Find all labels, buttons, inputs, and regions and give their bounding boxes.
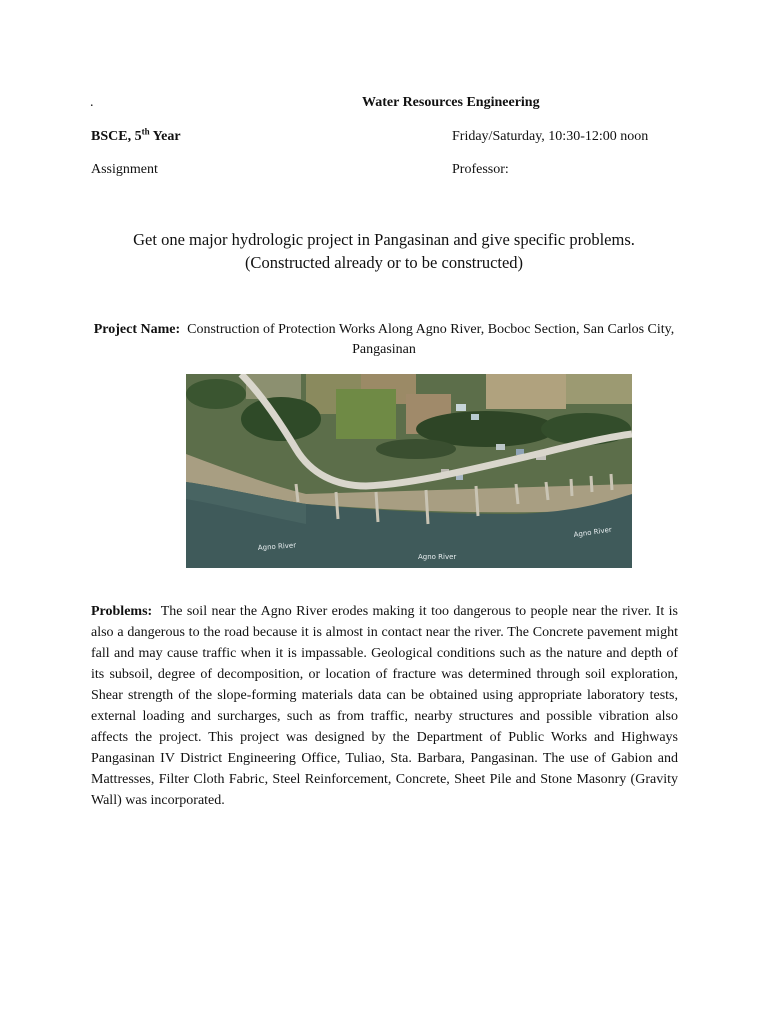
problems-label: Problems: [91, 604, 153, 619]
field [566, 374, 632, 404]
course-title: Water Resources Engineering [362, 95, 540, 110]
aerial-photo [186, 374, 632, 568]
problems-text: The soil near the Agno River erodes making it too dangerous to people near the river. It is also a dangerous to the road because it is almost in contact near the river. The Concrete pavement might fall and may cause traffic when it is impassable. Geological conditions such as the nature and depth of its subsoil, degree of decomposition, or location of fracture was determined through soil exploration, Shear strength of the slope-forming materials data can be obtained using appropriate laboratory tests, external loading and surcharges, such as from traffic, nearby structures and possible vibration also affects the project. This project was designed by the Department of Public Works and Highways Pangasinan IV District Engineering Office, Tuliao, Sta. Barbara, Pangasinan. The use of Gabion and Mattresses, Filter Cloth Fabric, Steel Reinforcement, Concrete, Sheet Pile and Stone Masonry (Gravity Wall) was incorporated. [91, 604, 679, 808]
year-prefix: BSCE, 5 [91, 129, 142, 144]
spur-dike [571, 479, 572, 496]
house [456, 404, 466, 411]
river-label: Agno River [257, 541, 297, 552]
project-name-label: Project Name: [93, 322, 181, 337]
aerial-photo-illustration [186, 374, 632, 568]
spur-dike [546, 482, 548, 500]
assignment-label: Assignment [91, 162, 158, 177]
spur-dike [476, 486, 478, 516]
field [486, 374, 566, 409]
task-line-1: Get one major hydrologic project in Pangasinan and give specific problems. [133, 230, 635, 249]
task-statement [60, 228, 708, 274]
river-label: Agno River [418, 553, 457, 561]
class-schedule: Friday/Saturday, 10:30-12:00 noon [452, 129, 649, 144]
leading-mark: . [90, 95, 94, 110]
spur-dike [336, 492, 338, 519]
tree-cluster [376, 439, 456, 459]
spur-dike [296, 484, 298, 502]
year-superscript: th [141, 126, 150, 137]
river-label: Agno River [573, 525, 613, 539]
project-name [90, 320, 678, 360]
spur-dike [611, 474, 612, 490]
house [496, 444, 505, 450]
field [336, 389, 396, 439]
spur-dike [426, 490, 428, 524]
house [471, 414, 479, 420]
year-suffix: Year [149, 129, 181, 144]
problems-paragraph [91, 601, 678, 811]
spur-dike [591, 476, 592, 492]
year-level [91, 128, 181, 145]
task-line-2: (Constructed already or to be constructed) [244, 253, 524, 272]
spur-dike [376, 492, 378, 522]
project-name-value: Construction of Protection Works Along Agno River, Bocboc Section, San Carlos City, Pangasinan [187, 322, 675, 357]
spur-dike [516, 484, 518, 504]
tree-cluster [186, 379, 246, 409]
professor-label: Professor: [452, 162, 509, 177]
